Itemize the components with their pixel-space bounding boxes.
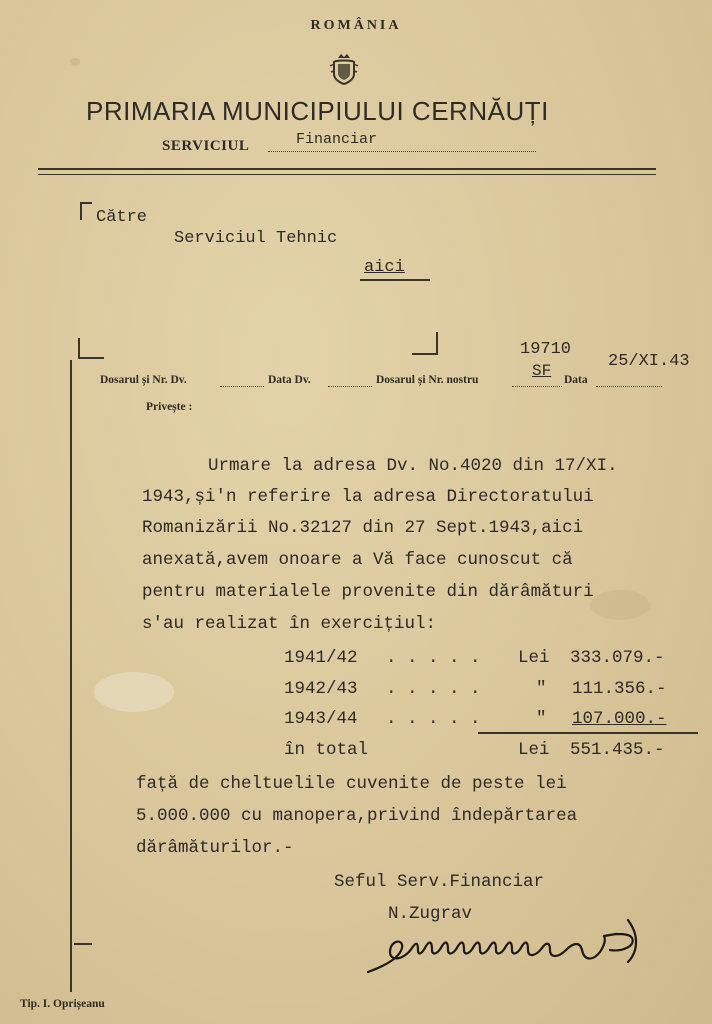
body-line: Romanizării No.32127 din 27 Sept.1943,aici [142,518,584,538]
dotted-field [512,385,562,387]
corner-mark [80,202,92,204]
signature-title: Seful Serv.Financiar [334,872,545,892]
our-number: 19710 [520,340,572,359]
row-amount: 107.000.- [572,709,667,729]
our-date: 25/XI.43 [608,352,690,371]
dosar-dv-label: Dosarul și Nr. Dv. [100,374,187,386]
dotted-field [596,385,662,387]
address-to: Către [96,208,148,227]
signature-name: N.Zugrav [388,904,473,924]
country-heading: ROMÂNIA [310,18,402,33]
body-line: s'au realizat în exercițiul: [142,614,437,634]
header-rule [38,168,656,170]
data-dv-label: Data Dv. [268,374,311,386]
our-code: SF [532,362,552,380]
margin-line [70,360,72,992]
body-line: anexată,avem onoare a Vă face cunoscut că [142,550,573,570]
body-line: pentru materialele provenite din dărâmături [142,582,594,602]
handwritten-signature [360,912,660,982]
sum-rule [478,732,698,734]
data-label: Data [564,374,588,386]
total-label: în total [284,740,369,760]
margin-tick [74,943,92,945]
underline-mark [360,279,430,281]
corner-mark [436,332,438,354]
coat-of-arms-icon [328,52,360,86]
corner-mark [412,353,438,355]
closing-line: dărâmăturilor.- [136,838,294,858]
total-amount: 551.435.- [570,740,665,760]
row-dots: . . . . . [386,648,481,668]
priveste-label: Privește : [146,401,193,413]
row-dots: . . . . . [386,709,481,729]
row-year: 1941/42 [284,648,358,668]
closing-line: 5.000.000 cu manopera,privind îndepărtarea [136,806,578,826]
dosar-nostru-label: Dosarul și Nr. nostru [376,374,479,386]
dotted-field [328,385,372,387]
paper-stain [590,590,650,620]
row-dots: . . . . . [386,679,481,699]
body-line: 1943,și'n referire la adresa Directoratului [142,487,594,507]
dotted-field [220,385,264,387]
row-currency: Lei [518,648,550,668]
printer-imprint: Tip. I. Oprișeanu [20,998,105,1010]
corner-mark [78,357,104,359]
row-year: 1942/43 [284,679,358,699]
row-amount: 111.356.- [572,679,667,699]
office-title: PRIMARIA MUNICIPIULUI CERNĂUȚI [86,96,549,126]
row-currency: " [536,679,547,699]
total-currency: Lei [518,740,550,760]
row-currency: " [536,709,547,729]
header-rule [38,174,656,175]
address-location: aici [364,258,405,277]
service-value: Financiar [296,131,378,148]
row-year: 1943/44 [284,709,358,729]
service-dotted-line [268,151,536,152]
service-label: SERVICIUL [162,138,250,154]
row-amount: 333.079.- [570,648,665,668]
corner-mark [80,202,82,220]
address-recipient: Serviciul Tehnic [174,229,338,248]
paper-stain [70,58,80,66]
corner-mark [78,338,80,358]
body-line: Urmare la adresa Dv. No.4020 din 17/XI. [208,456,618,476]
closing-line: față de cheltuelile cuvenite de peste lei [136,774,567,794]
paper-stain [94,672,174,712]
